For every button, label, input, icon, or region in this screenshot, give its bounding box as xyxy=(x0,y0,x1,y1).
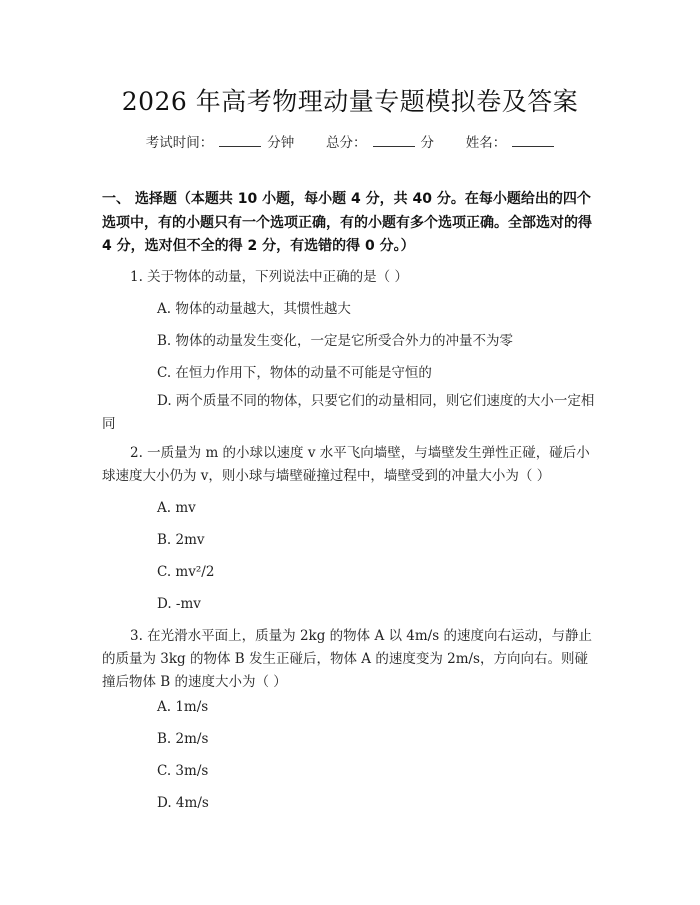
score-unit: 分 xyxy=(420,135,434,151)
question-2-option-a: A. mv xyxy=(157,500,196,516)
question-3-stem: 3. 在光滑水平面上，质量为 2kg 的物体 A 以 4m/s 的速度向右运动，与静止的质量为 3kg 的物体 B 发生正碰后，物体 A 的速度变为 2m/s，方向向右。则碰撞后物体 B 的速度大小为（ ） xyxy=(102,628,592,690)
question-1-option-d: D. 两个质量不同的物体，只要它们的动量相同，则它们速度的大小一定相同 xyxy=(102,393,595,432)
name-label: 姓名： xyxy=(465,135,507,151)
name-blank xyxy=(512,134,554,147)
question-2-option-b: B. 2mv xyxy=(157,532,205,548)
time-blank xyxy=(219,134,261,147)
question-3-option-b: B. 2m/s xyxy=(157,731,209,747)
exam-info-line xyxy=(0,131,700,151)
score-blank xyxy=(373,134,415,147)
question-3-option-a: A. 1m/s xyxy=(157,699,209,715)
score-label: 总分： xyxy=(326,135,367,151)
time-unit: 分钟 xyxy=(267,135,295,151)
question-1-stem: 1. 关于物体的动量，下列说法中正确的是（ ） xyxy=(130,269,408,285)
section-heading: 一、 选择题（本题共 10 小题，每小题 4 分，共 40 分。在每小题给出的四个选项中，有的小题只有一个选项正确，有的小题有多个选项正确。全部选对的得 4 分，选对但不全的得 2 分，有选错的得 0 分。） xyxy=(102,191,592,254)
question-2-option-c: C. mv²/2 xyxy=(157,564,215,580)
question-2-option-d: D. -mv xyxy=(157,596,201,612)
question-3-option-c: C. 3m/s xyxy=(157,763,209,779)
question-1-option-b: B. 物体的动量发生变化，一定是它所受合外力的冲量不为零 xyxy=(157,333,514,349)
page-title: 2026 年高考物理动量专题模拟卷及答案 xyxy=(121,87,579,116)
question-1-option-a: A. 物体的动量越大，其惯性越大 xyxy=(157,301,351,317)
question-2-stem: 2. 一质量为 m 的小球以速度 v 水平飞向墙壁，与墙壁发生弹性正碰，碰后小球速度大小仍为 v，则小球与墙壁碰撞过程中，墙壁受到的冲量大小为（ ） xyxy=(102,445,590,484)
time-label: 考试时间： xyxy=(145,135,214,151)
question-1-option-c: C. 在恒力作用下，物体的动量不可能是守恒的 xyxy=(157,365,432,381)
question-3-option-d: D. 4m/s xyxy=(157,795,209,811)
